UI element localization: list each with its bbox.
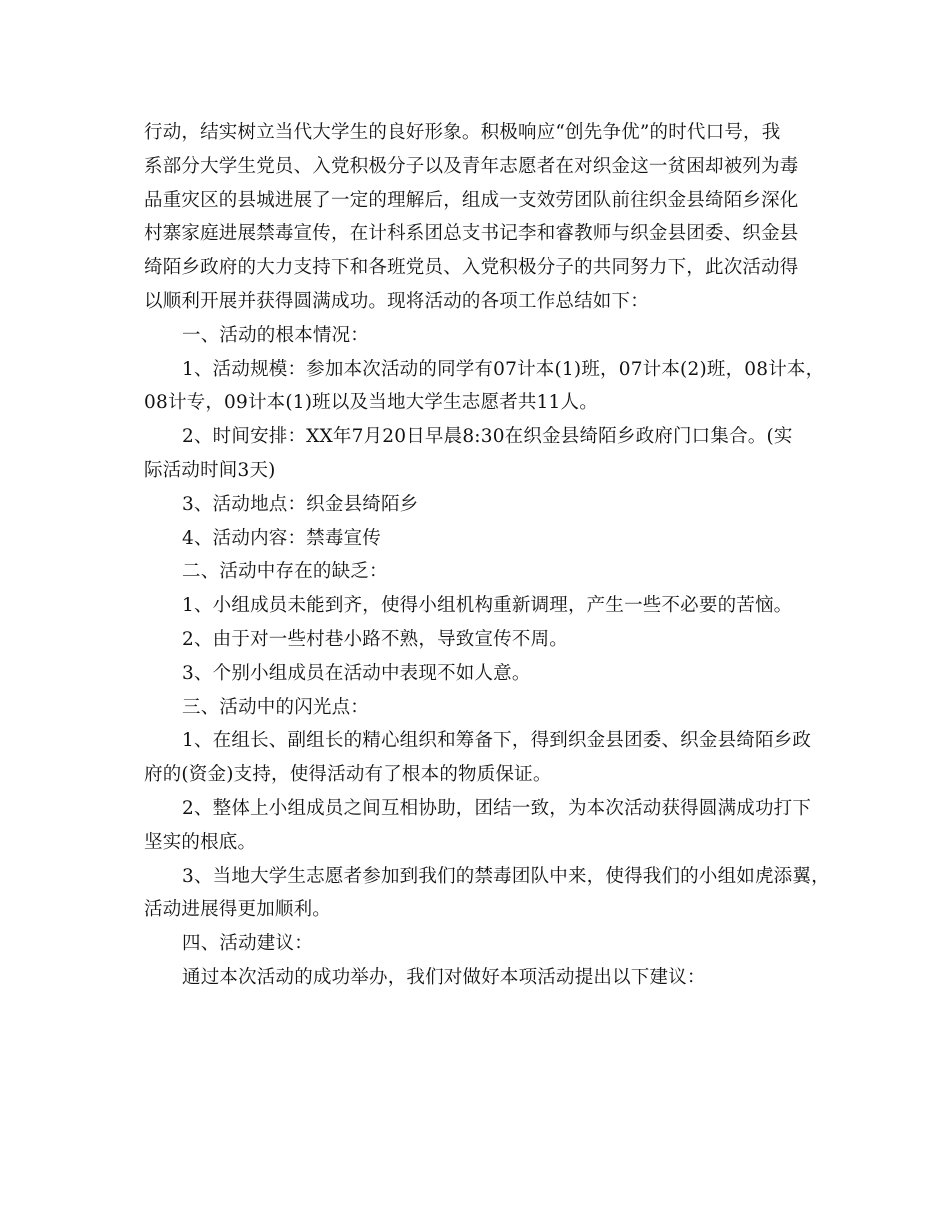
text-line: 绮陌乡政府的大力支持下和各班党员、入党积极分子的共同努力下，此次活动得 — [144, 257, 799, 279]
text-line: 活动进展得更加顺利。 — [144, 899, 332, 921]
text-line: 际活动时间3天) — [144, 459, 276, 481]
paragraph — [144, 555, 834, 589]
paragraph — [144, 353, 834, 421]
text-line: 1、活动规模：参加本次活动的同学有07计本(1)班，07计本(2)班，08计本， — [182, 358, 825, 380]
paragraph — [144, 116, 834, 319]
text-line: 3、活动地点：织金县绮陌乡 — [182, 493, 419, 515]
paragraph — [144, 319, 834, 353]
text-line: 三、活动中的闪光点： — [182, 696, 370, 718]
text-line: 府的(资金)支持，使得活动有了根本的物质保证。 — [144, 764, 552, 786]
text-line: 1、在组长、副组长的精心组织和筹备下，得到织金县团委、织金县绮陌乡政 — [182, 730, 812, 752]
text-line: 3、个别小组成员在活动中表现不如人意。 — [182, 662, 531, 684]
text-line: 村寨家庭进展禁毒宣传，在计科系团总支书记李和睿教师与织金县团委、织金县 — [144, 223, 799, 245]
paragraph — [144, 927, 834, 961]
text-line: 通过本次活动的成功举办，我们对做好本项活动提出以下建议： — [182, 966, 706, 988]
text-line: 以顺利开展并获得圆满成功。现将活动的各项工作总结如下： — [144, 290, 649, 312]
text-line: 2、由于对一些村巷小路不熟，导致宣传不周。 — [182, 628, 568, 650]
text-line: 二、活动中存在的缺乏： — [182, 561, 388, 583]
text-line: 系部分大学生党员、入党积极分子以及青年志愿者在对织金这一贫困却被列为毒 — [144, 155, 799, 177]
text-line: 行动，结实树立当代大学生的良好形象。积极响应“创先争优”的时代口号，我 — [144, 122, 781, 143]
paragraph — [144, 589, 834, 623]
text-line: 08计专，09计本(1)班以及当地大学生志愿者共11人。 — [144, 392, 598, 414]
paragraph — [144, 961, 834, 995]
paragraph — [144, 623, 834, 657]
paragraph — [144, 522, 834, 556]
text-line: 1、小组成员未能到齐，使得小组机构重新调理，产生一些不必要的苦恼。 — [182, 595, 793, 617]
text-line: 2、整体上小组成员之间互相协助，团结一致，为本次活动获得圆满成功打下 — [182, 797, 812, 819]
paragraph — [144, 420, 834, 488]
paragraph — [144, 792, 834, 860]
paragraph — [144, 691, 834, 725]
text-line: 品重灾区的县城进展了一定的理解后，组成一支效劳团队前往织金县绮陌乡深化 — [144, 189, 799, 211]
text-line: 一、活动的根本情况： — [182, 324, 370, 346]
text-line: 3、当地大学生志愿者参加到我们的禁毒团队中来，使得我们的小组如虎添翼， — [182, 865, 830, 887]
text-line: 4、活动内容：禁毒宣传 — [182, 527, 381, 549]
text-line: 四、活动建议： — [182, 933, 313, 955]
paragraph — [144, 724, 834, 792]
paragraph — [144, 488, 834, 522]
paragraph — [144, 657, 834, 691]
text-line: 坚实的根底。 — [144, 831, 257, 853]
document-body — [144, 116, 834, 995]
text-line: 2、时间安排：XX年7月20日早晨8:30在织金县绮陌乡政府门口集合。(实 — [182, 426, 793, 448]
paragraph — [144, 860, 834, 928]
